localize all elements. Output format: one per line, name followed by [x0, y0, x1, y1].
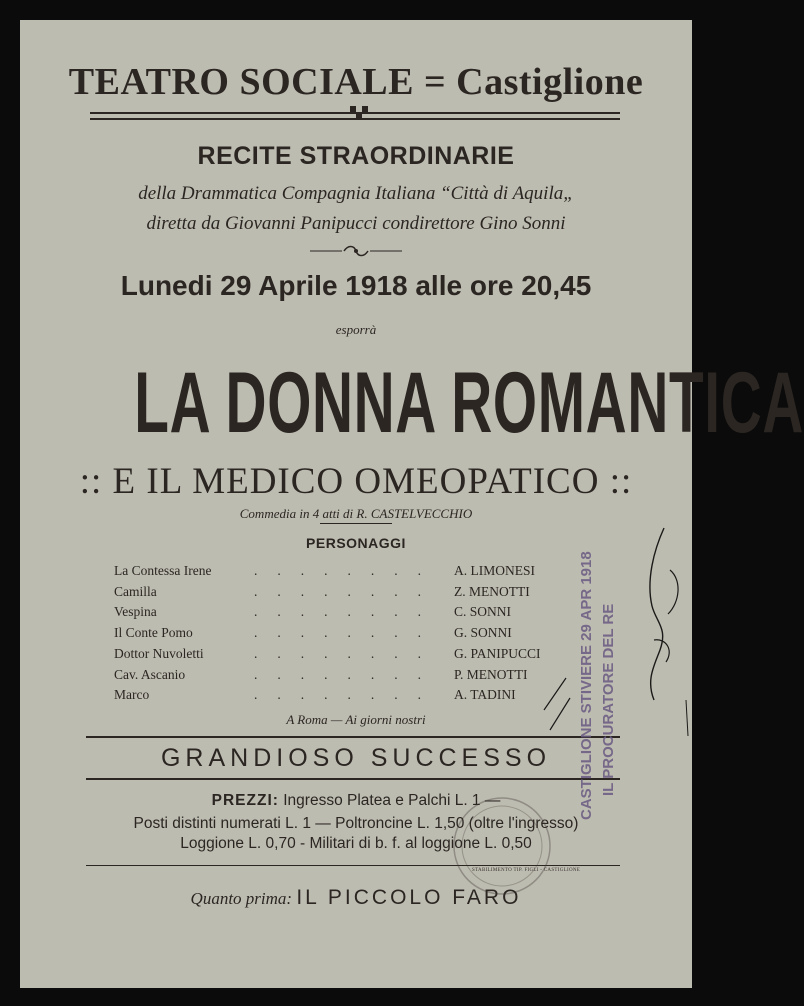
- prices-line-2: Posti distinti numerati L. 1 — Poltroncine L. 1,50 (oltre l'ingresso): [133, 815, 579, 832]
- top-rule-secondary: [90, 118, 620, 120]
- recite-heading: RECITE STRAORDINARIE: [197, 142, 515, 170]
- cast-heading: PERSONAGGI: [306, 535, 406, 551]
- cast-role: Marco: [114, 687, 150, 703]
- cast-actor: C. SONNI: [454, 604, 512, 620]
- play-subtitle: :: E IL MEDICO OMEOPATICO ::: [79, 461, 633, 502]
- director-line: diretta da Giovanni Panipucci condirettore Gino Sonni: [146, 213, 566, 234]
- cast-role: Vespina: [114, 604, 157, 620]
- prices-platea: Ingresso Platea e Palchi L. 1 —: [283, 792, 501, 809]
- cast-leader-dots: ........: [254, 583, 441, 599]
- stamp-line-1: CASTIGLIONE STIVIERE 29 APR 1918: [578, 551, 595, 820]
- cast-row: [114, 584, 564, 604]
- cast-leader-dots: ........: [254, 604, 441, 620]
- setting-line: A Roma — Ai giorni nostri: [286, 712, 426, 727]
- cast-actor: P. MENOTTI: [454, 666, 528, 682]
- cast-row: [114, 667, 564, 687]
- cast-actor: G. PANIPUCCI: [454, 645, 541, 661]
- cast-actor: A. TADINI: [454, 687, 516, 703]
- company-line: della Drammatica Compagnia Italiana “Città di Aquila„: [138, 183, 574, 204]
- prices-line-3: Loggione L. 0,70 - Militari di b. f. al loggione L. 0,50: [180, 835, 532, 852]
- printer-credit: STABILIMENTO TIP. FIGLI - CASTIGLIONE: [472, 868, 581, 873]
- cast-role: Camilla: [114, 583, 157, 599]
- cast-role: Dottor Nuvoletti: [114, 645, 204, 661]
- success-bottom-rule: [86, 778, 620, 780]
- play-author: Commedia in 4 atti di R. CASTELVECCHIO: [239, 506, 473, 521]
- cast-actor: G. SONNI: [454, 625, 512, 641]
- poster-sheet: [20, 20, 804, 988]
- cast-leader-dots: ........: [254, 563, 441, 578]
- next-show-label: Quanto prima:: [190, 889, 293, 908]
- stamp-line-2: IL PROCURATORE DEL RE: [600, 603, 617, 796]
- cast-role: La Contessa Irene: [114, 563, 212, 578]
- next-show-line: [20, 886, 692, 910]
- cast-role: Cav. Ascanio: [114, 666, 186, 682]
- success-banner: GRANDIOSO SUCCESSO: [160, 744, 552, 772]
- performance-date: Lunedi 29 Aprile 1918 alle ore 20,45: [120, 270, 592, 301]
- cast-actor: A. LIMONESI: [454, 563, 535, 578]
- cast-row: [114, 687, 564, 707]
- cast-role: Il Conte Pomo: [114, 625, 193, 641]
- round-stamp-icon: [436, 790, 566, 900]
- theatre-name: TEATRO SOCIALE = Castiglione: [68, 61, 644, 103]
- handwritten-signature: [536, 510, 692, 746]
- cast-row: [114, 563, 564, 583]
- cast-row: [114, 646, 564, 666]
- esporra-label: esporrà: [335, 322, 377, 337]
- cast-row: [114, 604, 564, 624]
- cast-leader-dots: ........: [254, 625, 441, 641]
- cast-actor: Z. MENOTTI: [454, 583, 530, 599]
- cast-leader-dots: ........: [254, 666, 441, 682]
- cast-leader-dots: ........: [254, 687, 441, 703]
- cast-row: [114, 625, 564, 645]
- cast-leader-dots: ........: [254, 645, 441, 661]
- flourish-ornament-icon: [308, 244, 404, 258]
- author-underline: [320, 523, 392, 524]
- next-show-title: IL PICCOLO FARO: [296, 886, 522, 909]
- play-title: LA DONNA ROMANTICA: [134, 355, 804, 451]
- prices-label: PREZZI:: [211, 792, 279, 809]
